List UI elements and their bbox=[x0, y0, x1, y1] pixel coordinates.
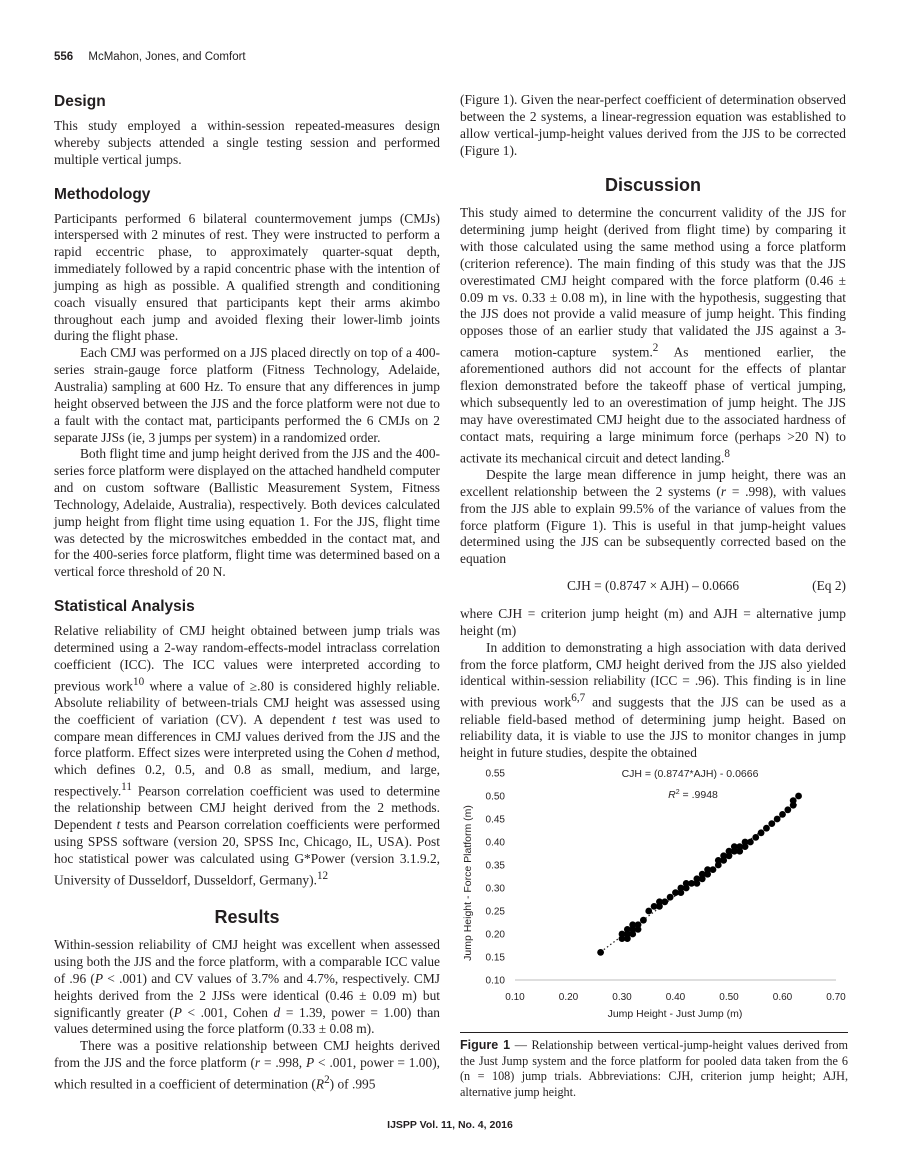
results-paragraph-2: There was a positive relationship between CMJ heights derived from the JJS and the force platform (r = .998, P < .001, power = 1.00), which resulted in a coefficient of determination $(R^2)$ of .995 bbox=[54, 1038, 441, 1092]
data-point bbox=[710, 866, 717, 873]
data-point bbox=[629, 931, 636, 938]
right-column bbox=[460, 92, 846, 762]
y-tick-label: 0.25 bbox=[485, 906, 505, 918]
results-continuation: (Figure 1). Given the near-perfect coefficient of determination observed between the 2 systems, a linear-regression equation was established to allow vertical-jump-height values derived from the JJS to be corrected (Figure 1). bbox=[460, 92, 846, 158]
data-point bbox=[763, 825, 770, 832]
data-point bbox=[747, 839, 754, 846]
running-authors: McMahon, Jones, and Comfort bbox=[88, 51, 246, 63]
page-number: 556 bbox=[54, 51, 74, 63]
data-point bbox=[768, 820, 775, 827]
data-point bbox=[790, 797, 797, 804]
data-point bbox=[677, 889, 684, 896]
data-point bbox=[758, 829, 765, 836]
y-tick-label: 0.30 bbox=[485, 883, 505, 895]
y-tick-label: 0.40 bbox=[485, 837, 505, 849]
data-point bbox=[784, 806, 791, 813]
methodology-paragraph-1: Participants performed 6 bilateral countermovement jumps (CMJs) interspersed with 2 minutes of rest. They were instructed to perform a rapid eccentric phase, to approximately quarter-squat depth, immediately followed by a rapid concentric phase with the intention of jumping as high as possible. A qualified strength and conditioning coach visually ensured that participants kept their arms akimbo throughout each jump and avoided flexing their lower-limb joints during the flight phase. bbox=[54, 210, 440, 344]
left-column bbox=[54, 92, 440, 1093]
x-tick-label: 0.30 bbox=[612, 992, 632, 1003]
equation-body: CJH = (0.8747 × AJH) – 0.0666 bbox=[566, 578, 740, 594]
data-point bbox=[699, 875, 706, 882]
design-heading: Design bbox=[54, 93, 106, 110]
x-tick-label: 0.70 bbox=[826, 992, 846, 1003]
data-point bbox=[624, 935, 631, 942]
methodology-paragraph-2: Each CMJ was performed on a JJS placed directly on top of a 400-series strain-gauge force platform (Fitness Technology, Adelaide, Australia) sampling at 600 Hz. To ensure that any differences in jump height observed between the JJS and the force platform were not due to a fault with the contact mat, participants performed the 6 CMJs on 2 separate JJSs (ie, 3 jumps per system) in a randomized order. bbox=[54, 345, 440, 445]
equation-2 bbox=[460, 576, 846, 598]
statistical-analysis-paragraph: Relative reliability of CMJ height obtained between jump trials was determined using a 2-way random-effects-model intraclass correlation coefficient (ICC). The ICC values were interpreted according to previous work$^{10}$ where a value of ≥.80 is considered highly reliable. Absolute reliability of between-trials CMJ height was assessed using the coefficient of variation (CV). A dependent t test was used to compare mean differences in CMJ values derived from the JJS and the force platform. Effect sizes were interpreted using the Cohen d method, which defines 0.2, 0.5, and 0.8 as small, medium, and large, respectively.$^{11}$ Pearson correlation coefficient was used to determine the relationship between CMJ height derived from the 2 methods. Dependent t tests and Pearson correlation coefficients were performed using SPSS software (version 20, SPSS Inc, Chicago, IL, USA). Post hoc statistical power was calculated using G*Power (version 3.1.9.2, University of Dusseldorf, Dusseldorf, Germany).$^{12}$ bbox=[54, 623, 440, 888]
y-tick-label: 0.45 bbox=[485, 814, 505, 826]
y-tick-label: 0.20 bbox=[485, 929, 505, 941]
y-tick-label: 0.35 bbox=[485, 860, 505, 872]
figure-caption-rule bbox=[460, 1032, 848, 1033]
data-point bbox=[661, 898, 668, 905]
statistical-analysis-heading: Statistical Analysis bbox=[54, 598, 195, 616]
data-point bbox=[795, 793, 802, 800]
discussion-paragraph-3: In addition to demonstrating a high association with data derived from the force platform, CMJ height derived from the JJS also yielded identical within-session reliability (ICC = .96). This finding is in line with previous work$^{6,7}$ and suggests that the JJS can be used as a reliable field-based method of determining jump height. Based on reliability data, it is viable to use the JJS to monitor changes in jump height in future studies, despite the obtained bbox=[460, 639, 846, 761]
y-axis-label: Jump Height - Force Platform (m) bbox=[462, 805, 474, 961]
data-point bbox=[752, 834, 759, 841]
data-point bbox=[635, 921, 642, 928]
y-tick-label: 0.55 bbox=[485, 768, 505, 780]
x-tick-label: 0.50 bbox=[719, 992, 739, 1003]
x-axis-label: Jump Height - Just Jump (m) bbox=[607, 1008, 743, 1020]
data-point bbox=[597, 949, 604, 956]
chart-annotation-r2: $R^2 = .9948$ bbox=[668, 789, 718, 801]
results-paragraph-1: Within-session reliability of CMJ height was excellent when assessed using both the JJS and the force platform, with a comparable ICC value of .96 (P < .001) and CV values of 3.7% and 4.7%, respectively. CMJ heights derived from the 2 JJSs were identical (0.46 ± 0.09 m) but significantly greater (P < .001, Cohen d = 1.39, power = 1.00) than values determined using the force platform (0.33 ± 0.08 m). bbox=[54, 937, 440, 1037]
results-heading: Results bbox=[214, 907, 280, 928]
x-tick-label: 0.60 bbox=[772, 992, 793, 1003]
methodology-paragraph-3: Both flight time and jump height derived from the JJS and the 400-series force platform were displayed on the attached handheld computer and on custom software (Ballistic Measurement System, Fitness Technology, Adelaide, Australia), respectively. Both devices calculated jump height from flight time using equation 1. For the JJS, flight time was detected by the microswitches embedded in the contact mat, and for the 400-series force platform, flight time was determined based on a vertical force threshold of 20 N. bbox=[54, 446, 441, 580]
data-point bbox=[645, 908, 652, 915]
x-tick-label: 0.40 bbox=[665, 992, 686, 1003]
data-point bbox=[742, 843, 749, 850]
figure-caption-label: Figure 1 bbox=[460, 1038, 511, 1052]
data-point bbox=[640, 917, 647, 924]
design-paragraph: This study employed a within-session repeated-measures design whereby subjects attended a single testing session and performed multiple vertical jumps. bbox=[54, 118, 440, 167]
methodology-heading: Methodology bbox=[54, 185, 151, 203]
data-point bbox=[736, 848, 743, 855]
equation-number: (Eq 2) bbox=[812, 578, 846, 594]
data-point bbox=[779, 811, 786, 818]
scatter-chart bbox=[460, 760, 848, 1032]
y-tick-label: 0.50 bbox=[485, 791, 505, 803]
figure-caption bbox=[460, 1038, 848, 1100]
equation-definitions: where CJH = criterion jump height (m) and AJH = alternative jump height (m) bbox=[460, 606, 846, 638]
running-head bbox=[54, 51, 246, 63]
discussion-heading: Discussion bbox=[604, 175, 702, 196]
y-tick-label: 0.10 bbox=[485, 975, 505, 987]
data-point bbox=[774, 816, 781, 823]
discussion-paragraph-2: Despite the large mean difference in jump height, there was an excellent relationship between the 2 systems (r = .998), with values from the JJS able to explain 99.5% of the variance of values from the force platform (Figure 1). This is useful in that jump-height values determined using the JJS can be subsequently corrected based on the equation bbox=[460, 466, 846, 567]
data-point bbox=[694, 880, 701, 887]
figure-1 bbox=[460, 760, 848, 1032]
x-tick-label: 0.20 bbox=[558, 992, 579, 1003]
chart-annotation-equation: CJH = (0.8747*AJH) - 0.0666 bbox=[621, 768, 759, 780]
data-point bbox=[683, 885, 690, 892]
x-tick-label: 0.10 bbox=[505, 992, 525, 1003]
data-point bbox=[667, 894, 674, 901]
discussion-paragraph-1: This study aimed to determine the concurrent validity of the JJS for determining jump height (derived from flight time) by comparing it with those calculated using the same method using a force platform (criterion reference). The main finding of this study was that the JJS overestimated CMJ height compared with the force platform (0.46 ± 0.09 m vs. 0.33 ± 0.08 m), in line with the hypothesis, suggesting that the JJS does not provide a valid measure of jump height. This finding opposes those of an earlier study that validated the JJS against a 3-camera motion-capture system.$^2$ As mentioned earlier, the aforementioned authors did not account for the effects of plantar flexion demonstrated before the takeoff phase of vertical jumping, which subsequently led to an overestimation of jump height. The JJS may have overestimated CMJ height due to the associated hardness of contact mats, requiring a large minimum force (perhaps >20 N) to activate its mechanical circuit and detect landing.$^8$ bbox=[460, 205, 846, 466]
journal-footer: IJSPP Vol. 11, No. 4, 2016 bbox=[387, 1119, 513, 1131]
y-tick-label: 0.15 bbox=[485, 952, 505, 964]
figure-caption-text: — Relationship between vertical-jump-height values derived from the Just Jump system and the force platform for pooled data taken from the 6 (n = 108) jump trials. Abbreviations: CJH, criterion jump height; AJH, alternative jump height. bbox=[460, 1038, 848, 1099]
